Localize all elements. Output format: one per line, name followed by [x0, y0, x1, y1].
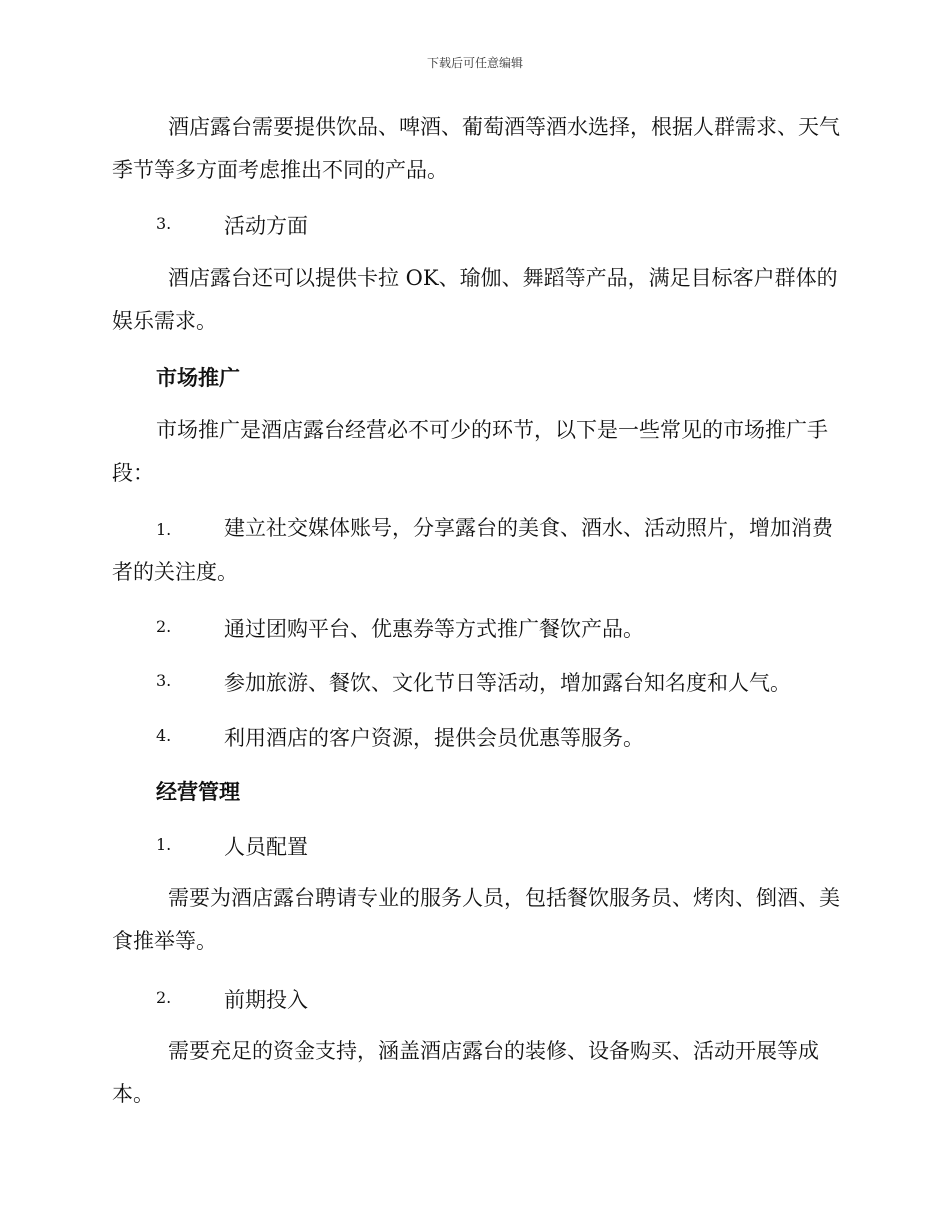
list-item-text: 参加旅游、餐饮、文化节日等活动，增加露台知名度和人气。: [224, 671, 791, 695]
list-item-text: 利用酒店的客户资源，提供会员优惠等服务。: [224, 726, 644, 750]
list-number: 1.: [156, 520, 172, 539]
paragraph-marketing-intro: 市场推广是酒店露台经营必不可少的环节，以下是一些常见的市场推广手段：: [112, 418, 828, 485]
section-staffing-title: 人员配置: [224, 835, 308, 859]
paragraph-activities: 酒店露台还可以提供卡拉 OK、瑜伽、舞蹈等产品，满足目标客户群体的娱乐需求。: [112, 266, 838, 333]
list-number: 2.: [156, 617, 172, 636]
list-number: 4.: [156, 726, 172, 745]
list-item-text: 通过团购平台、优惠券等方式推广餐饮产品。: [224, 617, 644, 641]
heading-management: 经营管理: [156, 780, 240, 804]
list-number: 2.: [156, 988, 172, 1007]
paragraph-drinks: 酒店露台需要提供饮品、啤酒、葡萄酒等酒水选择，根据人群需求、天气季节等多方面考虑推出不同的产品。: [112, 115, 840, 182]
section-investment-title: 前期投入: [224, 988, 308, 1012]
list-number: 3.: [156, 214, 172, 233]
page-header: 下载后可任意编辑: [426, 56, 523, 70]
list-item-text: 建立社交媒体账号，分享露台的美食、酒水、活动照片，增加消费者的关注度。: [112, 516, 833, 584]
paragraph-staffing: 需要为酒店露台聘请专业的服务人员，包括餐饮服务员、烤肉、倒酒、美食推举等。: [112, 886, 840, 953]
section-activities-title: 活动方面: [224, 214, 308, 238]
heading-marketing: 市场推广: [156, 366, 240, 390]
paragraph-investment: 需要充足的资金支持，涵盖酒店露台的装修、设备购买、活动开展等成本。: [112, 1039, 819, 1106]
list-item: [112, 507, 842, 594]
list-number: 1.: [156, 835, 172, 854]
list-number: 3.: [156, 671, 172, 690]
